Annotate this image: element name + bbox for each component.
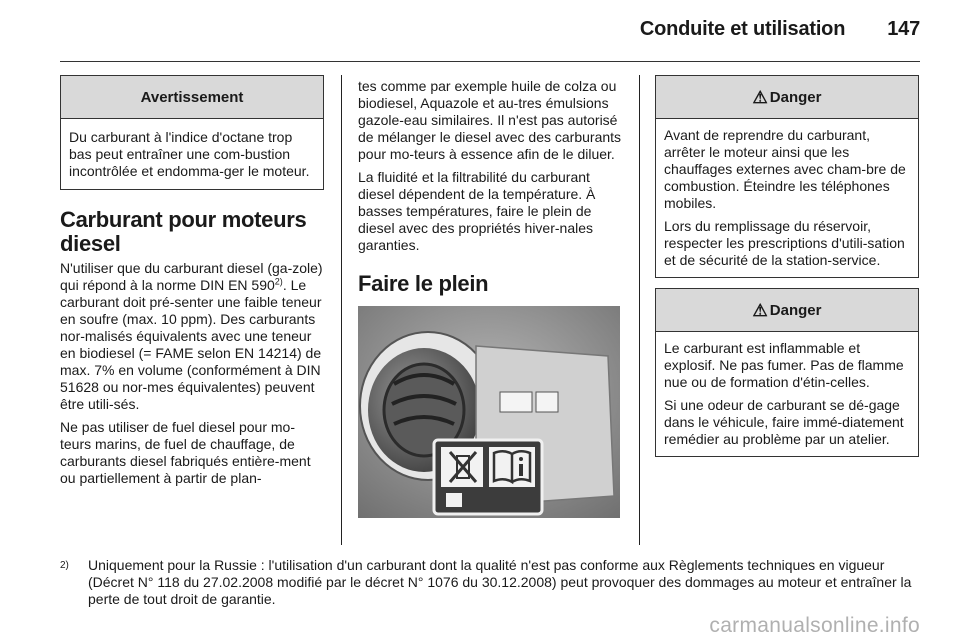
footnote-ref: 2) (274, 276, 283, 287)
danger-1-paragraph-1: Avant de reprendre du carburant, arrêter le moteur ainsi que les chauffages externes avec cham-bre de combustion. Éteindre les téléphones mobiles. (664, 127, 906, 211)
column-right (655, 75, 919, 457)
fuel-filler-photo (358, 306, 620, 518)
danger-box-1-title (656, 76, 918, 119)
danger-box-2-title (656, 289, 918, 332)
diesel-paragraph-3: tes comme par exemple huile de colza ou biodiesel, Aquazole et au-tres émulsions gazole-eau similaires. Il n'est pas autorisé de mélanger le diesel avec des carburants pour mo-teurs à essence afin de le diluer. (358, 78, 622, 162)
diesel-paragraph-1 (60, 260, 324, 413)
danger-2-label: Danger (769, 301, 822, 319)
diesel-p1-part-a: N'utiliser que du carburant diesel (ga-zole) qui répond à la norme DIN EN 590 (60, 260, 323, 293)
diesel-p1-part-b: . Le carburant doit pré-senter une faible teneur en soufre (max. 10 ppm). Des carburants nor-malisés équivalents avec une teneur en biodiesel (= FAME selon EN 14214) de max. 7% en volume (conformément à DIN 51628 ou nor-mes équivalentes) peuvent être utili-sés. (60, 277, 322, 412)
warning-box (60, 75, 324, 190)
danger-box-2 (655, 288, 919, 457)
footnote-mark: 2) (60, 560, 69, 571)
danger-2-paragraph-1: Le carburant est inflammable et explosif. Ne pas fumer. Pas de flamme nue ou de formation d'étin-celles. (664, 340, 904, 390)
danger-2-paragraph-2: Si une odeur de carburant se dé-gage dans le véhicule, faire immé-diatement remédier au problème par un atelier. (664, 397, 904, 447)
diesel-paragraph-4: La fluidité et la filtrabilité du carburant diesel dépendent de la température. À basses températures, faire le plein de diesel avec des propriétés hiver-nales garanties. (358, 169, 596, 253)
header-divider (60, 61, 920, 62)
danger-1-paragraph-2: Lors du remplissage du réservoir, respecter les prescriptions d'utili-sation et de sécurité de la station-service. (664, 218, 905, 268)
warning-box-title: Avertissement (61, 76, 323, 119)
warning-triangle-icon: ⚠ (752, 300, 768, 320)
section-title-refuel: Faire le plein (358, 271, 489, 296)
warning-text: Du carburant à l'indice d'octane trop bas peut entraîner une com-bustion incontrôlée et endomma-ger le moteur. (69, 129, 310, 179)
warning-triangle-icon: ⚠ (752, 87, 768, 107)
page-header (60, 18, 920, 48)
column-left (60, 75, 324, 493)
header-title: Conduite et utilisation (639, 18, 846, 40)
footnote (60, 557, 920, 608)
danger-box-1 (655, 75, 919, 278)
fuel-filler-illustration (358, 306, 620, 518)
footnote-text: Uniquement pour la Russie : l'utilisation d'un carburant dont la qualité n'est pas conforme aux Règlements techniques en vigueur (Décret N° 118 du 27.02.2008 modifié par le décret N° 1076 du 30.12.2008) peut provoquer des dommages au moteur et entraîner la perte de tout droit de garantie. (88, 557, 912, 607)
watermark: carmanualsonline.info (709, 614, 920, 637)
diesel-paragraph-2: Ne pas utiliser de fuel diesel pour mo-teurs marins, de fuel de chauffage, de carburants diesel fabriqués entière-ment ou partiellement à partir de plan- (60, 419, 311, 486)
column-middle (358, 78, 624, 518)
page-number: 147 (887, 18, 920, 40)
danger-1-label: Danger (769, 88, 822, 106)
section-title-diesel: Carburant pour moteurs diesel (60, 207, 307, 256)
column-divider-2 (639, 75, 640, 545)
column-divider-1 (341, 75, 342, 545)
